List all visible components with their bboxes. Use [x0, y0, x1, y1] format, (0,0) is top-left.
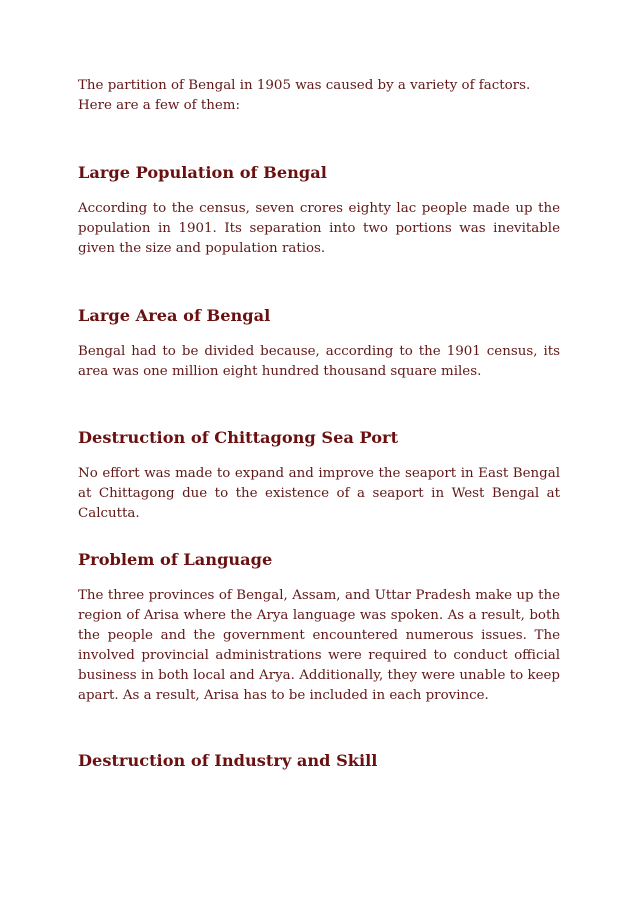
section-body-population: According to the census, seven crores eighty lac people made up the population in 1901. Its separation into two portions was inevitable given the size and population ratios.	[78, 201, 560, 256]
section-heading-language: Problem of Language	[78, 550, 273, 569]
section-body-area: Bengal had to be divided because, according to the 1901 census, its area was one million eight hundred thousand square miles.	[78, 344, 560, 379]
section-heading-population: Large Population of Bengal	[78, 163, 327, 182]
section-body-language: The three provinces of Bengal, Assam, and Uttar Pradesh make up the region of Arisa where the Arya language was spoken. As a result, both the people and the government encountered numerous issues. The involved provincial administrations were required to conduct official business in both local and Arya. Additionally, they were unable to keep apart. As a result, Arisa has to be included in each province.	[78, 588, 560, 703]
section-heading-area: Large Area of Bengal	[78, 306, 271, 325]
section-body-chittagong: No effort was made to expand and improve the seaport in East Bengal at Chittagong due to the existence of a seaport in West Bengal at Calcutta.	[78, 466, 560, 521]
intro-paragraph: The partition of Bengal in 1905 was caused by a variety of factors. Here are a few of them:	[78, 78, 531, 113]
section-heading-industry: Destruction of Industry and Skill	[78, 751, 378, 770]
section-heading-chittagong: Destruction of Chittagong Sea Port	[78, 428, 399, 447]
